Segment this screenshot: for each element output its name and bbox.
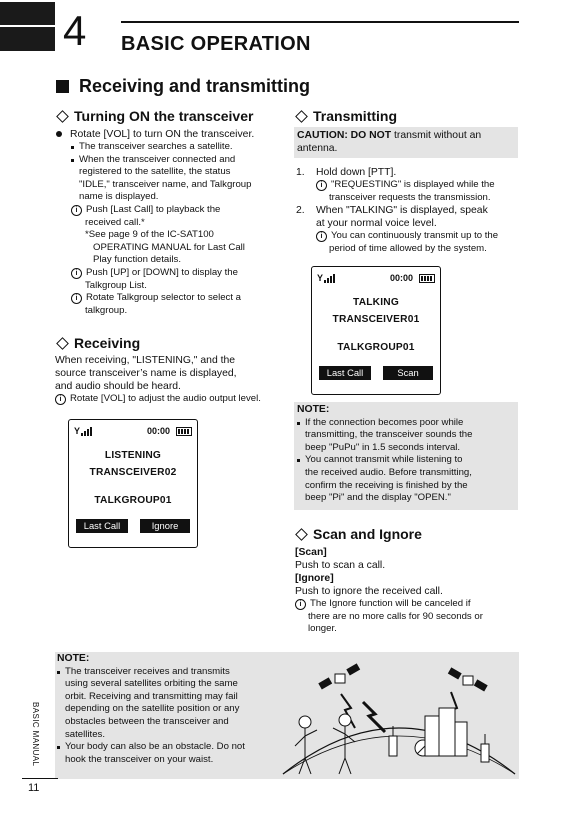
info-item: i You can continuously transmit up to the bbox=[296, 230, 520, 243]
info-icon: i bbox=[316, 231, 327, 242]
signal-icon: Y bbox=[317, 273, 335, 283]
last-call-softkey[interactable]: Last Call bbox=[76, 519, 128, 533]
note-text: NOTE: The transceiver receives and transmits using several satellites orbiting the same orbit. Receiving and transmitting may fail depending on the satellite position or any obstacles between the transceiver and satellites. Your body can also be an obstacle. Do not hook the transceiver on your waist. bbox=[57, 653, 279, 766]
info-item: i Rotate Talkgroup selector to select a bbox=[71, 292, 285, 305]
step-item: 1. Hold down [PTT]. bbox=[296, 167, 397, 178]
turning-on-body: Rotate [VOL] to turn ON the transceiver. The transceiver searches a satellite. When the transceiver connected and registered to the satellite, the status "IDLE," transceiver name, and Talkgroup name is displayed. i Push [Last Call] to playback the received call.* *See page 9 of the IC-SAT100 OPERATING MANUAL for Last Call Play function details. i Push [UP] or [DOWN] to display the Talkgroup List. i Rotate Talkgroup selector to select a talkgroup. bbox=[55, 128, 285, 317]
section-heading bbox=[56, 76, 310, 97]
chapter-title: BASIC OPERATION bbox=[121, 33, 311, 55]
info-icon: i bbox=[71, 293, 82, 304]
satellite-illustration bbox=[281, 662, 517, 776]
lcd-talkgroup-name: TALKGROUP01 bbox=[94, 495, 172, 506]
list-item: The transceiver receives and transmits bbox=[57, 666, 279, 679]
transmitting-heading: Transmitting bbox=[294, 108, 397, 124]
list-item: You cannot transmit while listening to bbox=[297, 454, 515, 467]
info-item: i The Ignore function will be canceled if bbox=[295, 598, 519, 611]
scan-ignore-heading: Scan and Ignore bbox=[294, 526, 422, 542]
scan-ignore-body: [Scan] Push to scan a call. [Ignore] Push to ignore the received call. i The Ignore function will be canceled if there are no more calls for 90 seconds or longer. bbox=[295, 546, 519, 636]
chapter-tab-line bbox=[0, 25, 55, 27]
section-title: Receiving and transmitting bbox=[79, 76, 311, 96]
lcd-status-bar bbox=[312, 273, 440, 283]
square-bullet-icon bbox=[56, 80, 69, 93]
info-icon: i bbox=[71, 268, 82, 279]
info-item: i Push [UP] or [DOWN] to display the bbox=[71, 267, 285, 280]
lcd-talkgroup-name: TALKGROUP01 bbox=[337, 342, 415, 353]
receiving-body: When receiving, "LISTENING," and the source transceiver’s name is displayed, and audio should be heard. i Rotate [VOL] to adjust the audio output level. bbox=[55, 354, 285, 406]
diamond-icon bbox=[56, 337, 69, 350]
info-item: i "REQUESTING" is displayed while the bbox=[296, 179, 520, 192]
battery-icon bbox=[176, 427, 192, 436]
info-item: i Push [Last Call] to playback the bbox=[71, 204, 285, 217]
note-title: NOTE: bbox=[297, 404, 330, 415]
lcd-transceiver-name: TRANSCEIVER01 bbox=[332, 314, 420, 325]
info-icon: i bbox=[295, 599, 306, 610]
lcd-status-bar bbox=[69, 426, 197, 436]
list-item: The transceiver searches a satellite. bbox=[71, 141, 285, 154]
step-item: 2. When "TALKING" is displayed, speak bbox=[296, 205, 488, 217]
list-item: When the transceiver connected and bbox=[71, 154, 285, 167]
satellite-icon bbox=[448, 667, 488, 691]
signal-icon: Y bbox=[74, 426, 92, 436]
side-label: BASIC MANUAL bbox=[31, 702, 40, 767]
note-box-satellite bbox=[55, 652, 519, 779]
satellite-icon bbox=[318, 663, 360, 689]
info-icon: i bbox=[55, 394, 66, 405]
lcd-screen-transmitting bbox=[311, 266, 441, 395]
lcd-time: 00:00 bbox=[389, 273, 413, 283]
lcd-status-text: TALKING bbox=[353, 297, 399, 308]
last-call-softkey[interactable]: Last Call bbox=[319, 366, 371, 380]
lcd-screen-receiving bbox=[68, 419, 198, 548]
step-bullet: Rotate [VOL] to turn ON the transceiver. bbox=[55, 128, 285, 141]
page-number: 11 bbox=[28, 782, 40, 794]
chapter-rule bbox=[121, 21, 519, 23]
diamond-icon bbox=[295, 528, 308, 541]
lcd-time: 00:00 bbox=[146, 426, 170, 436]
info-item: i Rotate [VOL] to adjust the audio output level. bbox=[55, 393, 285, 406]
ignore-softkey[interactable]: Ignore bbox=[140, 519, 190, 533]
diamond-icon bbox=[295, 110, 308, 123]
caution-box: CAUTION: DO NOT transmit without an antenna. bbox=[294, 127, 518, 158]
battery-icon bbox=[419, 274, 435, 283]
list-item: If the connection becomes poor while bbox=[297, 417, 515, 430]
lcd-status-text: LISTENING bbox=[104, 450, 162, 461]
scan-softkey[interactable]: Scan bbox=[383, 366, 433, 380]
info-icon: i bbox=[316, 180, 327, 191]
note-title: NOTE: bbox=[57, 653, 90, 664]
list-item: Your body can also be an obstacle. Do not bbox=[57, 741, 279, 754]
page-rule bbox=[22, 778, 58, 779]
info-icon: i bbox=[71, 205, 82, 216]
diamond-icon bbox=[56, 110, 69, 123]
transmitting-steps: 1. Hold down [PTT]. i "REQUESTING" is displayed while the transceiver requests the transmission. 2. When "TALKING" is displayed, speak at your normal voice level. i You can continuously transmit up to the period of time allowed by the system. bbox=[296, 166, 520, 255]
note-box-transmit: NOTE: If the connection becomes poor while transmitting, the transceiver sounds the beep "PuPu" in 1.5 seconds interval. You cannot transmit while listening to the received audio. Before transmitting, confirm the receiving is finished by the beep "Pi" and the display "OPEN." bbox=[294, 402, 518, 510]
chapter-number: 4 bbox=[63, 7, 87, 54]
receiving-heading: Receiving bbox=[55, 335, 140, 351]
lcd-transceiver-name: TRANSCEIVER02 bbox=[89, 467, 177, 478]
turning-on-heading: Turning ON the transceiver bbox=[55, 108, 253, 124]
